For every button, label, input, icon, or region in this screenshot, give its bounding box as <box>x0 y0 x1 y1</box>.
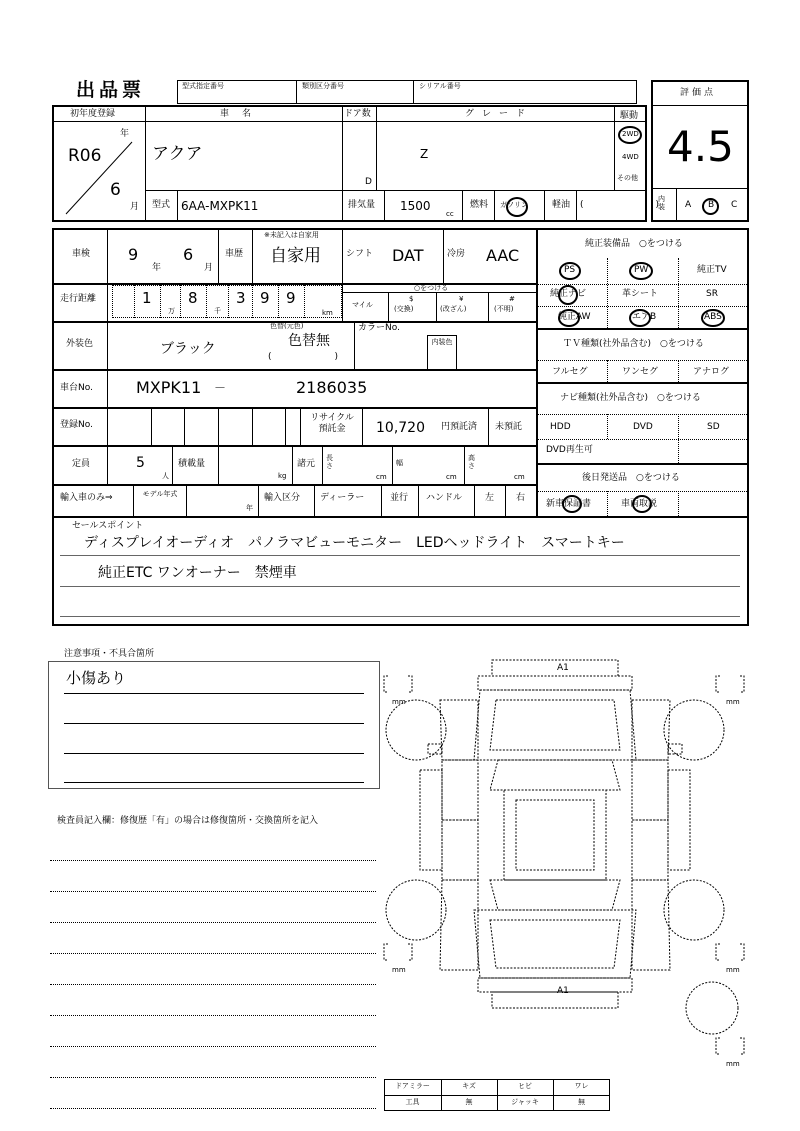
interior-grade-a: A <box>685 200 692 210</box>
equip-ps: PS <box>564 265 576 275</box>
load-kg-unit: kg <box>278 472 287 480</box>
later-title: 後日発送品 ○をつける <box>582 473 680 483</box>
type-number-label: 型式指定番号 <box>182 82 224 90</box>
year-unit: 年 <box>120 129 130 139</box>
capacity-value: 5 <box>136 455 145 471</box>
category-number-label: 類別区分番号 <box>302 82 344 90</box>
legend-tools-value: 無 <box>465 1098 473 1106</box>
equip-airbag: エアB <box>632 312 657 322</box>
mm-rear-left: mm <box>392 966 406 974</box>
capacity-unit: 人 <box>162 472 169 480</box>
km-unit: km <box>322 309 333 317</box>
rear-bumper-mark: A1 <box>557 986 569 996</box>
unknown-symbol: # <box>509 295 515 303</box>
color-change-value: 色替無 <box>288 333 330 349</box>
tv-analog: アナログ <box>693 367 730 377</box>
front-bumper-mark: A1 <box>557 663 569 673</box>
shift-value: DAT <box>392 246 424 265</box>
equip-abs-circle <box>701 309 725 327</box>
form-title: 出品票 <box>76 79 146 101</box>
first-reg-label: 初年度登録 <box>70 109 116 119</box>
history-label: 車歴 <box>225 249 244 259</box>
color-change-label: 色替(元色) <box>270 322 304 330</box>
later-warranty-circle <box>562 495 582 513</box>
door-value: D <box>365 177 372 187</box>
man-unit: 万 <box>168 307 175 315</box>
equip-abs: ABS <box>704 312 722 322</box>
displacement-label: 排気量 <box>348 200 376 210</box>
mm-rear-right: mm <box>726 966 740 974</box>
sales-label: セールスポイント <box>72 521 144 531</box>
mileage-digit-4: 9 <box>260 289 270 307</box>
mileage-label: 走行距離 <box>60 294 97 304</box>
handle-label: ハンドル <box>426 493 463 503</box>
doors-label: ドア数 <box>344 109 371 119</box>
interior-grade-b: B <box>708 200 715 210</box>
mile-label: マイル <box>352 301 373 309</box>
drive-2wd: 2WD <box>622 130 639 138</box>
recycle-value: 10,720 <box>376 420 425 436</box>
legend-jack: ジャッキ <box>511 1098 539 1106</box>
history-value: 自家用 <box>270 246 321 266</box>
grade-label: グレード <box>465 109 534 119</box>
width-label: 幅 <box>396 459 403 467</box>
inspection-month: 6 <box>183 245 194 264</box>
mm-front-right: mm <box>726 698 740 706</box>
legend-break: ワレ <box>574 1082 589 1090</box>
handle-right: 右 <box>516 493 526 503</box>
score-label: 評価点 <box>680 88 717 98</box>
ac-value: AAC <box>486 246 520 265</box>
dims-label: 諸元 <box>297 459 316 469</box>
interior-b-circle <box>702 198 719 215</box>
tv-fullseg: フルセグ <box>552 367 588 377</box>
inspection-label: 車検 <box>72 249 91 259</box>
sen-unit: 千 <box>214 307 221 315</box>
equip-pw: PW <box>634 265 649 275</box>
interior-label: 内装 <box>658 195 665 211</box>
model-year-unit: 年 <box>246 504 253 512</box>
legend-crack: ヒビ <box>518 1082 532 1090</box>
exchange-symbol: $ <box>409 295 414 303</box>
id-numbers-box <box>177 80 637 104</box>
equip-sr: SR <box>706 289 718 299</box>
interior-color-label: 内装色 <box>431 338 453 346</box>
inspection-year-unit: 年 <box>152 263 162 273</box>
equip-ps-circle <box>559 262 581 280</box>
chassis-number: 2186035 <box>296 378 368 397</box>
grade-value: Z <box>420 147 429 161</box>
parallel-label: 並行 <box>390 493 409 503</box>
equip-aw: 純正AW <box>558 312 591 322</box>
inspection-year: 9 <box>128 245 139 264</box>
model-value: 6AA-MXPK11 <box>181 199 259 213</box>
mileage-circle-note: ○をつける <box>414 284 449 292</box>
first-reg-year: R06 <box>68 146 102 166</box>
legend-mirror: ドアミラー <box>395 1082 430 1090</box>
equip-pw-circle <box>629 262 653 280</box>
mileage-digit-2: 8 <box>188 289 198 307</box>
car-name-label: 車 名 <box>220 109 254 119</box>
capacity-label: 定員 <box>72 459 91 469</box>
car-name: アクア <box>152 144 203 164</box>
legend-jack-value: 無 <box>578 1098 585 1106</box>
score-value: 4.5 <box>667 122 734 171</box>
navi-title: ナビ種類(社外品含む) ○をつける <box>560 393 701 403</box>
tv-oneseg: ワンセグ <box>622 367 659 377</box>
month-unit: 月 <box>130 202 140 212</box>
equip-navi: 純正ナビ <box>550 289 587 299</box>
inspection-month-unit: 月 <box>204 263 214 273</box>
equip-navi-circle <box>558 285 578 305</box>
reg-no-label: 登録No. <box>60 420 93 430</box>
chassis-prefix: MXPK11 <box>136 378 202 397</box>
model-year-label: モデル年式 <box>142 490 178 498</box>
navi-hdd: HDD <box>550 422 571 432</box>
notes-line-1: 小傷あり <box>66 669 127 687</box>
length-label: 長さ <box>326 454 333 470</box>
history-note: ※未記入は自家用 <box>264 231 319 239</box>
navi-dvd-play: DVD再生可 <box>546 445 593 455</box>
exterior-color-label: 外装色 <box>66 339 94 349</box>
fuel-gasoline: ガソリン <box>500 201 528 209</box>
tv-title: ＴＶ種類(社外品含む) ○をつける <box>563 339 704 349</box>
drive-4wd: 4WD <box>622 153 639 161</box>
dealer-label: ディーラー <box>320 493 365 503</box>
color-no-label: カラーNo. <box>358 323 400 333</box>
import-label: 輸入車のみ⇒ <box>60 493 113 503</box>
equip-leather: 革シート <box>622 289 659 299</box>
mm-spare: mm <box>726 1060 740 1068</box>
altered-symbol: ¥ <box>459 295 464 303</box>
recycle-paid: 円預託済 <box>441 422 478 432</box>
chassis-dash: － <box>214 381 227 395</box>
exterior-color-value: ブラック <box>160 341 216 357</box>
mileage-digit-5: 9 <box>286 289 296 307</box>
light-oil-paren: ( ) <box>580 200 660 210</box>
mm-front-left: mm <box>392 698 406 706</box>
interior-grade-c: C <box>731 200 738 210</box>
car-diagram <box>380 640 760 1080</box>
later-warranty: 新車保証書 <box>546 499 592 509</box>
mileage-digit-3: 3 <box>236 289 246 307</box>
unknown-label: (不明) <box>494 305 514 313</box>
load-label: 積載量 <box>178 459 206 469</box>
sales-line-1: ディスプレイオーディオ パノラマビューモニター LEDヘッドライト スマートキー <box>84 535 625 551</box>
equip-tv: 純正TV <box>697 265 727 275</box>
navi-sd: SD <box>707 422 720 432</box>
equip-airbag-circle <box>629 309 651 327</box>
exchange-label: (交換) <box>394 305 414 313</box>
length-cm: cm <box>376 473 387 481</box>
displacement-unit: cc <box>446 210 454 218</box>
displacement-value: 1500 <box>400 199 431 213</box>
drive-2wd-circle <box>618 126 642 144</box>
model-label: 型式 <box>152 200 171 210</box>
serial-number-label: シリアル番号 <box>419 82 461 90</box>
height-label: 高さ <box>468 454 475 470</box>
drive-other: その他 <box>617 174 638 182</box>
legend-scratch: キズ <box>462 1082 476 1090</box>
width-cm: cm <box>446 473 457 481</box>
handle-left: 左 <box>485 493 495 503</box>
shift-label: シフト <box>346 249 374 259</box>
recycle-unpaid: 未預託 <box>495 422 523 432</box>
notes-label: 注意事項・不具合箇所 <box>60 650 158 659</box>
light-oil-label: 軽油 <box>552 200 571 210</box>
navi-dvd: DVD <box>633 422 653 432</box>
ac-label: 冷房 <box>447 249 466 259</box>
fuel-label: 燃料 <box>470 200 489 210</box>
fuel-gasoline-circle <box>506 197 528 217</box>
color-change-paren: ( ) <box>268 352 339 362</box>
legend-tools: 工具 <box>405 1098 420 1106</box>
equipment-title: 純正装備品 ○をつける <box>585 239 683 249</box>
first-reg-month: 6 <box>110 180 121 200</box>
drive-label: 駆動 <box>620 111 639 121</box>
inspector-label: 検査員記入欄：修復歴「有」の場合は修復箇所・交換箇所を記入 <box>57 816 319 826</box>
later-manual-circle <box>632 495 652 513</box>
altered-label: (改ざん) <box>440 305 467 313</box>
later-manual: 車両取説 <box>621 499 658 509</box>
chassis-label: 車台No. <box>60 383 93 393</box>
equip-aw-circle <box>558 309 580 327</box>
height-cm: cm <box>514 473 525 481</box>
sales-line-2: 純正ETC ワンオーナー 禁煙車 <box>98 565 297 581</box>
mileage-digit-1: 1 <box>142 289 152 307</box>
recycle-label: リサイクル預託金 <box>310 413 354 434</box>
import-class-label: 輸入区分 <box>264 493 301 503</box>
